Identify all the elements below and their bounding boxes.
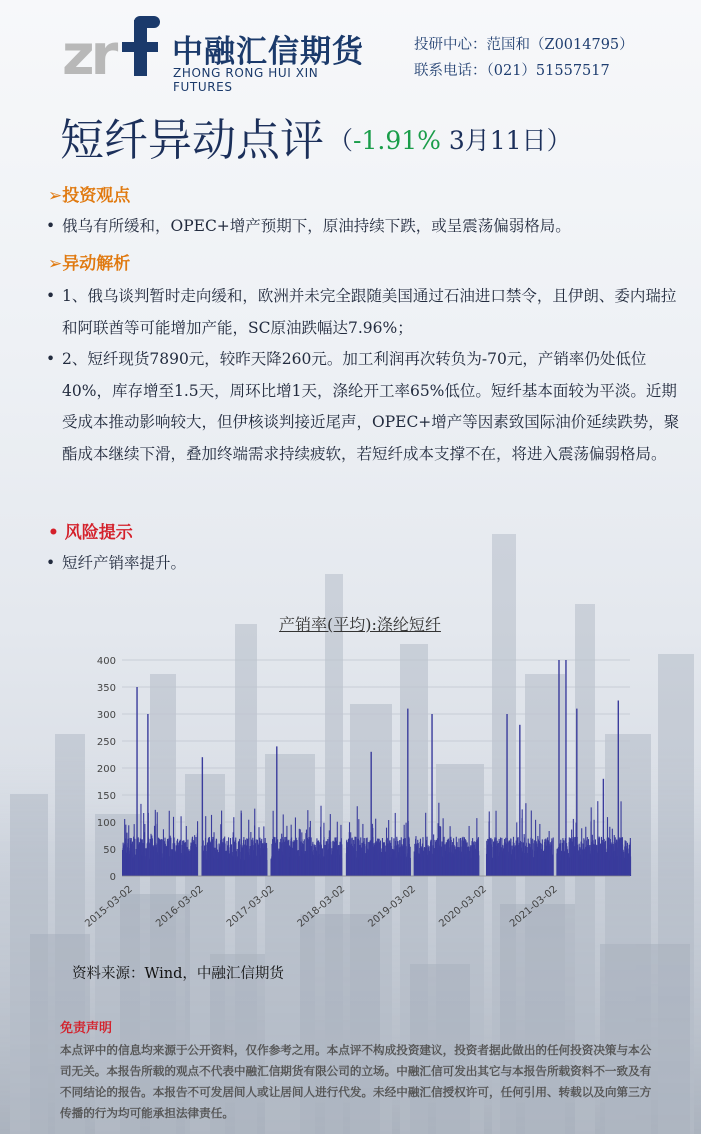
company-logo: [62, 14, 382, 94]
report-date: 3月11日: [440, 126, 547, 155]
chart-bar: [341, 844, 342, 876]
x-tick-label: 2015-03-02: [83, 883, 135, 930]
chart-title: 产销率(平均):涤纶短纤: [279, 615, 441, 634]
analysis-item-1: [46, 281, 686, 344]
x-tick-label: 2018-03-02: [295, 883, 348, 930]
report-title-main: 短纤异动点评: [60, 115, 324, 166]
y-tick-label: 300: [96, 710, 116, 721]
x-tick-label: 2016-03-02: [154, 883, 206, 930]
contact-info: [414, 32, 634, 84]
investment-view-text: 俄乌有所缓和，OPEC+增产预期下，原油持续下跌，或呈震荡偏弱格局。: [62, 217, 571, 235]
analysis-item-2: [46, 344, 686, 470]
logo-english-name: ZHONG RONG HUI XIN FUTURES: [173, 66, 319, 94]
chart-peak-bar: [618, 701, 619, 877]
chart-peak-bar: [147, 714, 148, 876]
y-tick-label: 400: [96, 656, 116, 667]
contact-analyst: 投研中心：范国和（Z0014795）: [414, 37, 634, 53]
zrf-logo-mark-icon: [62, 14, 164, 80]
bullet: •: [46, 287, 56, 305]
risk-heading: [48, 518, 133, 543]
chart-bar: [553, 837, 554, 876]
sales-ratio-chart: [70, 606, 650, 946]
risk-item: [46, 548, 686, 580]
chart-container: [70, 606, 650, 946]
y-tick-label: 350: [96, 683, 116, 694]
y-tick-label: 0: [109, 872, 116, 883]
chart-peak-bar: [276, 746, 277, 876]
chart-bar: [410, 858, 411, 876]
contact-phone: 联系电话：（021）51557517: [414, 63, 610, 79]
investment-view-item: [46, 211, 686, 243]
y-tick-label: 200: [96, 764, 116, 775]
chart-peak-bar: [202, 757, 203, 876]
data-source: 资料来源：Wind，中融汇信期货: [72, 966, 284, 982]
chart-peak-bar: [407, 709, 408, 876]
y-tick-label: 100: [96, 818, 116, 829]
x-tick-label: 2019-03-02: [366, 883, 418, 930]
bullet: •: [46, 350, 56, 368]
chart-peak-bar: [431, 714, 432, 876]
chart-bar: [266, 860, 267, 876]
analysis-text-1: 1、俄乌谈判暂时走向缓和，欧洲并未完全跟随美国通过石油进口禁令，且伊朗、委内瑞拉和阿联酋等可能增加产能，SC原油跌幅达7.96%；: [62, 287, 677, 337]
chart-peak-bar: [558, 660, 559, 876]
chart-bar: [478, 855, 479, 876]
logo-chinese-name: 中融汇信期货: [172, 34, 364, 70]
x-tick-label: 2017-03-02: [224, 883, 277, 930]
analysis-text-2: 2、短纤现货7890元，较昨天降260元。加工利润再次转负为-70元，产销率仍处低位40%，库存增至1.5天，周环比增1天，涤纶开工率65%低位。短纤基本面较为平淡。近期受成本推动影响较大，但伊核谈判接近尾声，OPEC+增产等因素致国际油价延续跌势，聚酯成本继续下滑，叠加终端需求持续疲软，若短纤成本支撑不在，将进入震荡偏弱格局。: [62, 350, 680, 463]
chart-peak-bar: [576, 709, 577, 876]
x-tick-label: 2020-03-02: [437, 883, 489, 930]
disclaimer-title: 免责声明: [60, 1021, 113, 1036]
bullet: •: [48, 523, 59, 543]
disclaimer-text: 本点评中的信息均来源于公开资料，仅作参考之用。本点评不构成投资建议，投资者据此做出的任何投资决策与本公司无关。本报告所载的观点不代表中融汇信期货有限公司的立场。中融汇信可发出其它与本报告所载资料不一致及有不同结论的报告。本报告不可发居间人或让居间人进行代发。未经中融汇信授权许可，任何引用、转载以及向第三方传播的行为均可能承担法律责任。: [60, 1043, 652, 1120]
chart-peak-bar: [506, 714, 507, 876]
svg-text:zr: zr: [62, 23, 115, 80]
x-tick-label: 2021-03-02: [508, 883, 560, 930]
investment-view-heading: ➢投资观点: [48, 186, 131, 206]
y-tick-label: 150: [96, 791, 116, 802]
chart-peak-bar: [136, 687, 137, 876]
chart-peak-bar: [519, 725, 520, 876]
paren-open: （: [328, 126, 354, 155]
risk-heading-text: 风险提示: [64, 523, 133, 543]
report-title: [60, 104, 572, 168]
report-title-subtitle: [328, 126, 572, 155]
y-tick-label: 250: [96, 737, 116, 748]
bullet: •: [46, 554, 56, 572]
chart-peak-bar: [565, 660, 566, 876]
paren-close: ）: [546, 126, 572, 155]
price-change: -1.91%: [353, 126, 441, 155]
bullet: •: [46, 217, 56, 235]
chart-bar: [197, 821, 198, 876]
chart-peak-bar: [603, 779, 604, 876]
chart-bar: [630, 856, 631, 876]
analysis-heading: ➢异动解析: [48, 254, 131, 274]
chart-peak-bar: [370, 752, 371, 876]
risk-text: 短纤产销率提升。: [62, 554, 187, 572]
y-tick-label: 50: [103, 845, 116, 856]
